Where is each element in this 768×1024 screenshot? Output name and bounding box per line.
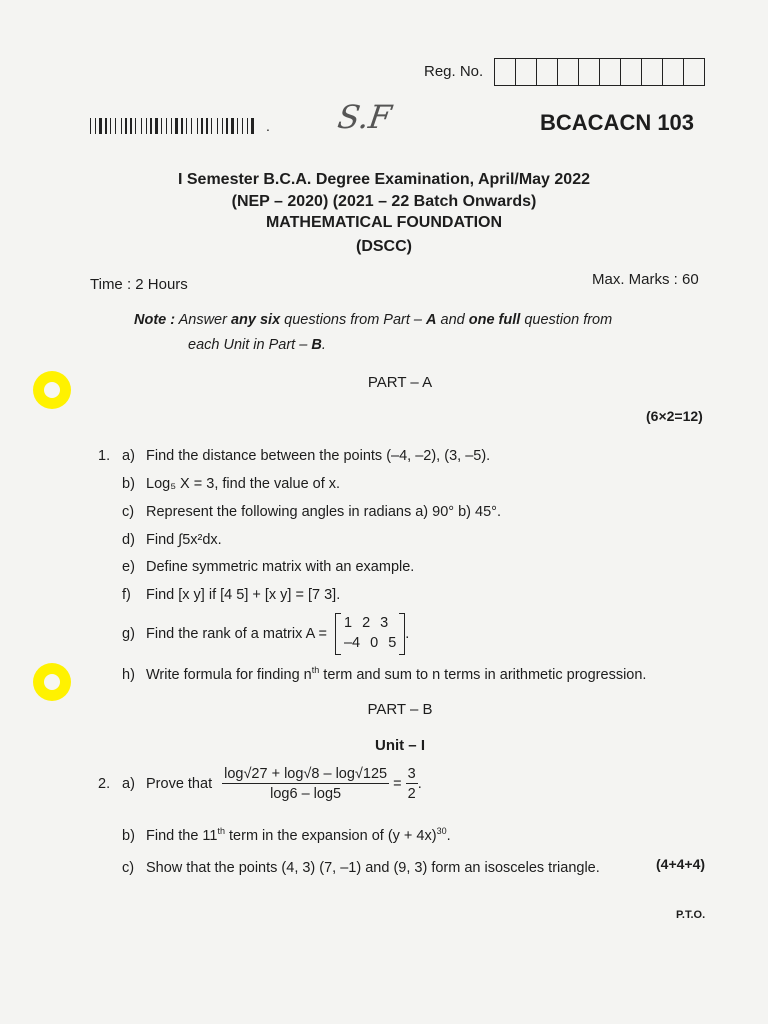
question-1d: d) Find ∫5x²dx.: [122, 532, 222, 548]
question-2a: 2. a) Prove that $\frac{\log√27 + \log√8 - \log√125}{\log 6 - \log 5}$ = $\frac{3}{2}$ .: [98, 766, 422, 802]
matrix-a: 1 2 3 –4 0 5: [335, 613, 405, 655]
paper-code: BCACACN 103: [540, 110, 695, 135]
exam-batch: (NEP – 2020) (2021 – 22 Batch Onwards): [231, 193, 537, 210]
max-marks: Max. Marks : 60: [592, 271, 699, 288]
question-2b: b) Find the 11th term in the expansion of $(y + 4x)^{30}$.: [122, 826, 451, 844]
subject-title: MATHEMATICAL FOUNDATION: [265, 214, 503, 231]
question-1b: b) Log₅ X = 3, find the value of x.: [122, 476, 341, 492]
pto-label: P.T.O.: [676, 909, 706, 921]
question-1h: h) Write formula for finding $n^{th}$ term and sum to n terms in arithmetic progression.: [122, 665, 647, 683]
part-a-marks: (6×2=12): [646, 408, 703, 424]
course-type: (DSCC): [356, 238, 412, 255]
question-2-marks: (4+4+4): [656, 856, 706, 872]
instructions-note: Note : Answer any six questions from Part – A and one full question from each Unit in Part – B.: [134, 312, 613, 353]
reg-no-label: Reg. No.: [424, 63, 484, 80]
question-1a: 1. a) Find the distance between the points (–4, –2), (3, –5).: [98, 448, 491, 464]
unit-heading: Unit – I: [374, 737, 425, 754]
handwritten-initials: S.F: [335, 98, 394, 136]
question-1e: e) Define symmetric matrix with an example.: [122, 559, 415, 575]
part-b-heading: PART – B: [367, 701, 433, 718]
question-1g: g) Find the rank of a matrix A = 1 2 3 –4 0 5 .: [98, 613, 409, 655]
exam-title: I Semester B.C.A. Degree Examination, April/May 2022: [177, 171, 590, 188]
question-2c: c) Show that the points (4, 3) (7, –1) and (9, 3) form an isosceles triangle.: [122, 860, 600, 876]
rhs-fraction: $\frac{3}{2}$: [407, 766, 416, 802]
part-a-heading: PART – A: [367, 374, 433, 391]
question-1c: c) Represent the following angles in radians a) 90° b) 45°.: [122, 504, 501, 520]
punch-hole-bottom: [33, 663, 71, 701]
log-fraction: $\frac{\log√27 + \log√8 - \log√125}{\log 6 - \log 5}$: [224, 766, 388, 802]
question-1f: f) Find [x y] if [4 5] + [x y] = [7 3].: [122, 587, 341, 603]
reg-no-boxes[interactable]: [494, 58, 705, 86]
barcode-mark: .: [266, 118, 270, 134]
barcode: [90, 118, 258, 134]
time-allowed: Time : 2 Hours: [90, 276, 188, 293]
